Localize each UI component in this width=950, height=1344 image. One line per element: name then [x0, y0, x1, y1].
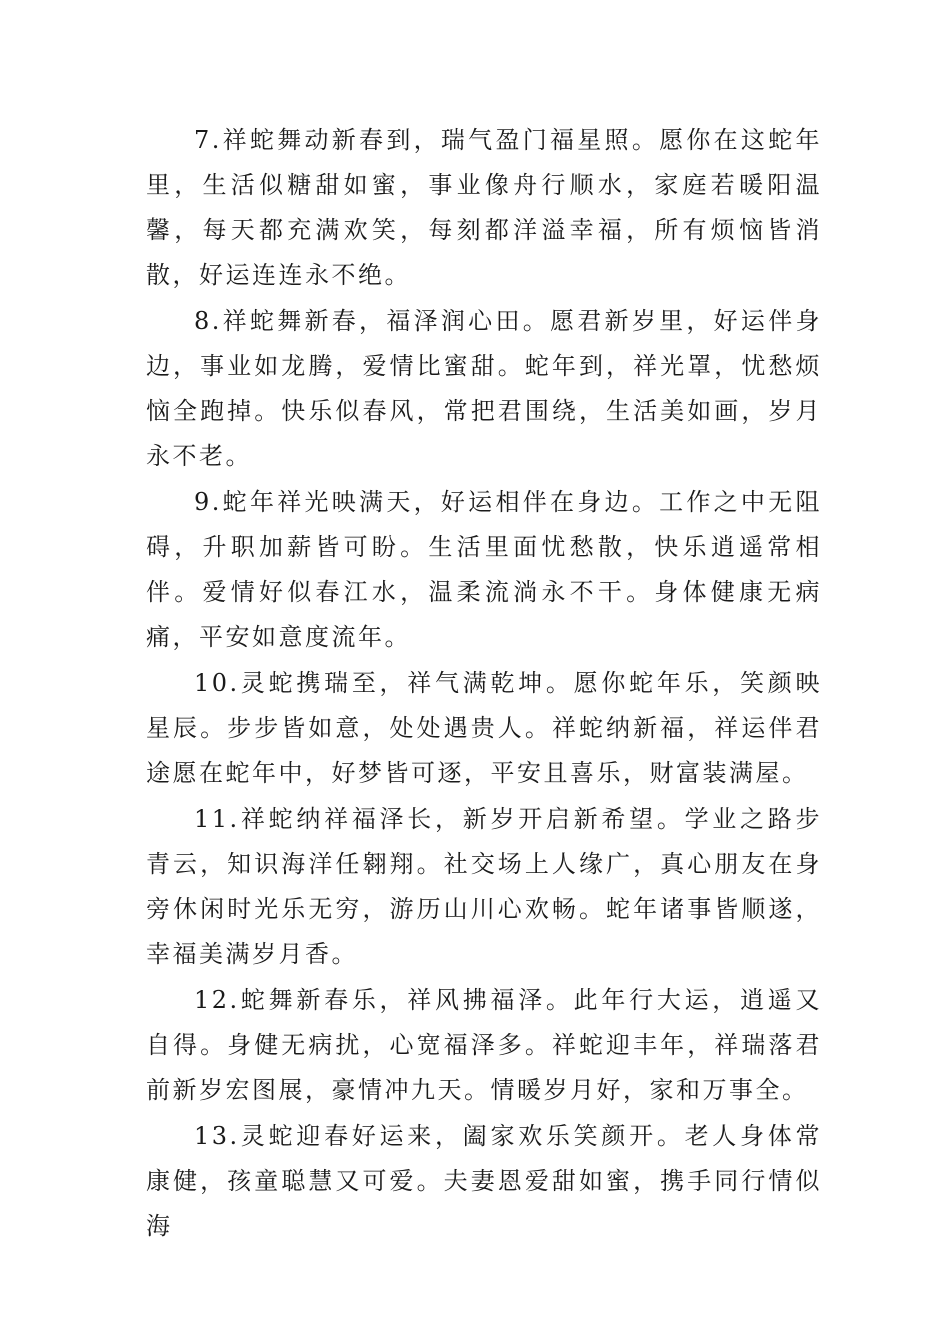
- paragraph-7: 7.祥蛇舞动新春到，瑞气盈门福星照。愿你在这蛇年里，生活似糖甜如蜜，事业像舟行顺水，家庭若暖阳温馨，每天都充满欢笑，每刻都洋溢幸福，所有烦恼皆消散，好运连连永不绝。: [146, 126, 822, 289]
- paragraph-12: 12.蛇舞新春乐，祥风拂福泽。此年行大运，逍遥又自得。身健无病扰，心宽福泽多。祥蛇迎丰年，祥瑞落君前新岁宏图展，豪情冲九天。情暖岁月好，家和万事全。: [146, 986, 822, 1104]
- paragraph-9: 9.蛇年祥光映满天，好运相伴在身边。工作之中无阻碍，升职加薪皆可盼。生活里面忧愁散，快乐逍遥常相伴。爱情好似春江水，温柔流淌永不干。身体健康无病痛，平安如意度流年。: [146, 488, 822, 651]
- paragraph-13: 13.灵蛇迎春好运来，阖家欢乐笑颜开。老人身体常康健，孩童聪慧又可爱。夫妻恩爱甜如蜜，携手同行情似海: [146, 1122, 822, 1240]
- document-body: [146, 118, 822, 1250]
- paragraph-8: 8.祥蛇舞新春，福泽润心田。愿君新岁里，好运伴身边，事业如龙腾，爱情比蜜甜。蛇年到，祥光罩，忧愁烦恼全跑掉。快乐似春风，常把君围绕，生活美如画，岁月永不老。: [146, 307, 822, 470]
- paragraph-11: 11.祥蛇纳祥福泽长，新岁开启新希望。学业之路步青云，知识海洋任翱翔。社交场上人缘广，真心朋友在身旁休闲时光乐无穷，游历山川心欢畅。蛇年诸事皆顺遂，幸福美满岁月香。: [146, 805, 822, 968]
- paragraph-10: 10.灵蛇携瑞至，祥气满乾坤。愿你蛇年乐，笑颜映星辰。步步皆如意，处处遇贵人。祥蛇纳新福，祥运伴君途愿在蛇年中，好梦皆可逐，平安且喜乐，财富装满屋。: [146, 669, 822, 787]
